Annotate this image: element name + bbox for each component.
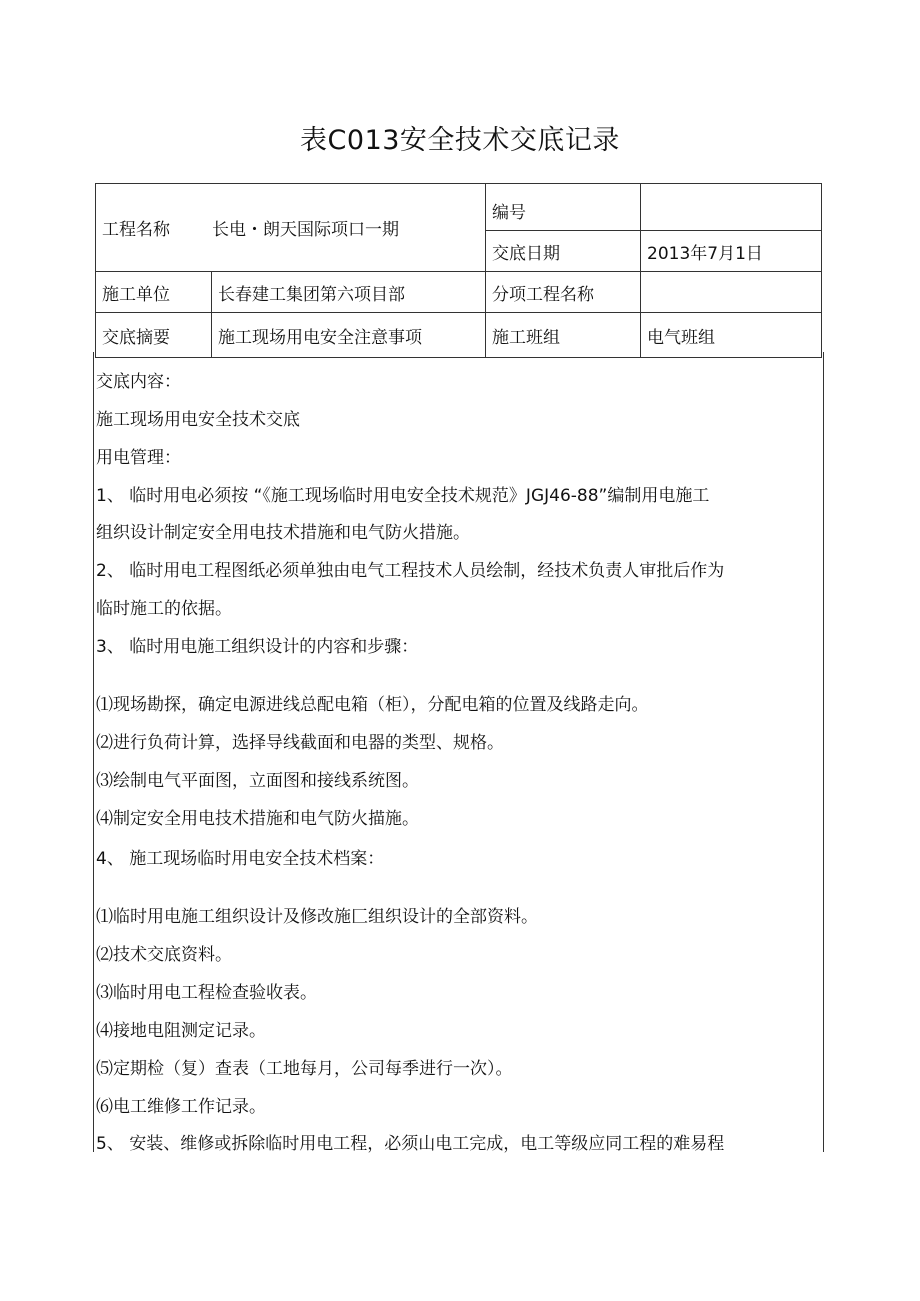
content-line: 5、 安装、维修或拆除临时用电工程，必须山电工完成，电工等级应同工程的难易程 bbox=[96, 1134, 725, 1154]
content-line: ⑵技术交底资料。 bbox=[96, 945, 232, 965]
subproject-value bbox=[641, 272, 822, 313]
content-line: ⑷接地电阻测定记录。 bbox=[96, 1021, 266, 1041]
date-value: 2013年7月1日 bbox=[641, 231, 822, 272]
code-label: 编号 bbox=[486, 184, 641, 231]
code-value bbox=[641, 184, 822, 231]
content-line: ⑶绘制电气平面图，立面图和接线系统图。 bbox=[96, 771, 419, 791]
content-box bbox=[93, 352, 824, 1152]
team-label: 施工班组 bbox=[486, 313, 641, 358]
content-line: ⑸定期检（复）查表（工地每月，公司每季进行一次）。 bbox=[96, 1059, 513, 1079]
summary-value: 施工现场用电安全注意事项 bbox=[212, 313, 486, 358]
content-line: 用电管理： bbox=[96, 448, 181, 468]
content-line: ⑶临时用电工程检查验收表。 bbox=[96, 983, 317, 1003]
unit-value: 长春建工集团第六项目部 bbox=[212, 272, 486, 313]
content-line: 临时施工的依据。 bbox=[96, 599, 232, 619]
unit-label: 施工单位 bbox=[96, 272, 212, 313]
summary-label: 交底摘要 bbox=[96, 313, 212, 358]
content-line: 施工现场用电安全技术交底 bbox=[96, 410, 300, 430]
page-title: 表C013安全技术交底记录 bbox=[300, 125, 620, 156]
project-value: 长电・朗天国际项口一期 bbox=[212, 220, 399, 240]
header-table bbox=[95, 183, 822, 358]
content-line: ⑷制定安全用电技术措施和电气防火描施。 bbox=[96, 809, 419, 829]
team-value: 电气班组 bbox=[641, 313, 822, 358]
content-line: ⑵进行负荷计算，选择导线截面和电器的类型、规格。 bbox=[96, 733, 504, 753]
content-line: 组织设计制定安全用电技术措施和电气防火措施。 bbox=[96, 523, 470, 543]
content-line: 1、 临时用电必须按 “《施工现场临时用电安全技术规范》JGJ46-88”编制用电施工 bbox=[96, 486, 710, 506]
content-line: 交底内容： bbox=[96, 372, 181, 392]
content-line: 2、 临时用电工程图纸必须单独由电气工程技术人员绘制，经技术负责人审批后作为 bbox=[96, 561, 725, 581]
content-line: ⑴临时用电施工组织设计及修改施匚组织设计的全部资料。 bbox=[96, 907, 538, 927]
content-line: 4、 施工现场临时用电安全技术档案： bbox=[96, 849, 385, 869]
content-line: ⑹电工维修工作记录。 bbox=[96, 1097, 266, 1117]
date-label: 交底日期 bbox=[486, 231, 641, 272]
content-line: 3、 临时用电施工组织设计的内容和步骤： bbox=[96, 637, 419, 657]
subproject-label: 分项工程名称 bbox=[486, 272, 641, 313]
project-label: 工程名称 bbox=[102, 220, 170, 240]
content-line: ⑴现场勘探，确定电源进线总配电箱（柜），分配电箱的位置及线路走向。 bbox=[96, 695, 649, 715]
project-cell bbox=[96, 184, 486, 272]
